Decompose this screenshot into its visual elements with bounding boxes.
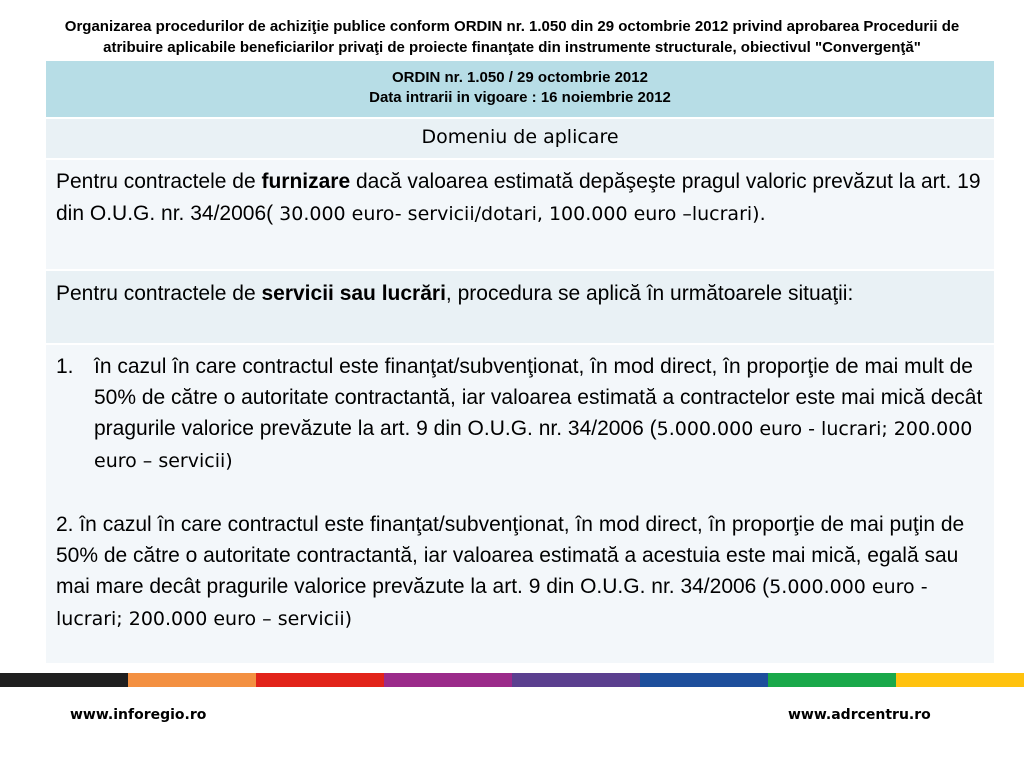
condition-item-1-body (94, 351, 984, 477)
color-bar-segment-8 (896, 673, 1024, 687)
domain-label: Domeniu de aplicare (421, 126, 619, 148)
color-bar-segment-3 (256, 673, 384, 687)
furnizare-text: dacă valoarea estimată depăşeşte pragul valoric prevăzut la art. 19 din O.U.G. nr. 34/2006( (56, 170, 981, 225)
table-title-row (46, 61, 994, 119)
condition-item-1-text: în cazul în care contractul este finanţat/subvenţionat, în mod direct, în proporţie de mai mult de 50% de către o autoritate contractantă, iar valoarea estimată a contractelor este mai mică decât pragurile valorice prevăzute la art. 9 din O.U.G. nr. 34/2006 ( (94, 355, 983, 440)
page-header (20, 16, 1004, 58)
color-bar-segment-4 (384, 673, 512, 687)
servicii-keyword: servicii sau lucrări (261, 282, 446, 305)
conditions-row (46, 345, 994, 663)
domain-row (46, 119, 994, 160)
content-table (46, 61, 994, 663)
adrcentru-link[interactable]: www.adrcentru.ro (788, 707, 931, 723)
furnizare-keyword: furnizare (261, 170, 351, 193)
condition-item-2-thresholds: 5.000.000 euro - lucrari; 200.000 euro – servicii) (56, 576, 928, 630)
servicii-suffix: , procedura se aplică în următoarele situaţii: (445, 282, 854, 305)
furnizare-row (46, 160, 994, 271)
color-bar-segment-1 (0, 673, 128, 687)
condition-item-2-text: 2. în cazul în care contractul este finanţat/subvenţionat, în mod direct, în proporţie de mai puţin de 50% de către o autoritate contractantă, iar valoarea estimată a acestuia este mai mică, egală sau mai mare decât pragurile valorice prevăzute la art. 9 din O.U.G. nr. 34/2006 ( (56, 513, 965, 598)
color-bar-segment-6 (640, 673, 768, 687)
condition-item-2 (56, 509, 984, 635)
header-line-2: atribuire aplicabile beneficiarilor privaţi de proiecte finanţate din instrumente structurale, obiectivul "Convergenţă" (103, 39, 921, 56)
effective-date: Data intrarii in vigoare : 16 noiembrie 2012 (369, 89, 671, 106)
color-bar-segment-7 (768, 673, 896, 687)
servicii-row (46, 271, 994, 345)
servicii-prefix: Pentru contractele de (56, 282, 262, 305)
color-bar-segment-2 (128, 673, 256, 687)
condition-item-1-thresholds: 5.000.000 euro - lucrari; 200.000 euro – servicii) (94, 418, 973, 472)
footer-color-bar (0, 673, 1024, 687)
color-bar-segment-5 (512, 673, 640, 687)
condition-item-1 (56, 351, 984, 477)
condition-item-1-number: 1. (56, 355, 74, 378)
furnizare-thresholds: 30.000 euro- servicii/dotari, 100.000 euro –lucrari). (273, 203, 766, 225)
ordin-title: ORDIN nr. 1.050 / 29 octombrie 2012 (392, 69, 648, 86)
header-line-1: Organizarea procedurilor de achiziţie publice conform ORDIN nr. 1.050 din 29 octombrie 2012 privind aprobarea Procedurii de (64, 18, 960, 35)
furnizare-prefix: Pentru contractele de (56, 170, 262, 193)
inforegio-link[interactable]: www.inforegio.ro (70, 707, 207, 723)
